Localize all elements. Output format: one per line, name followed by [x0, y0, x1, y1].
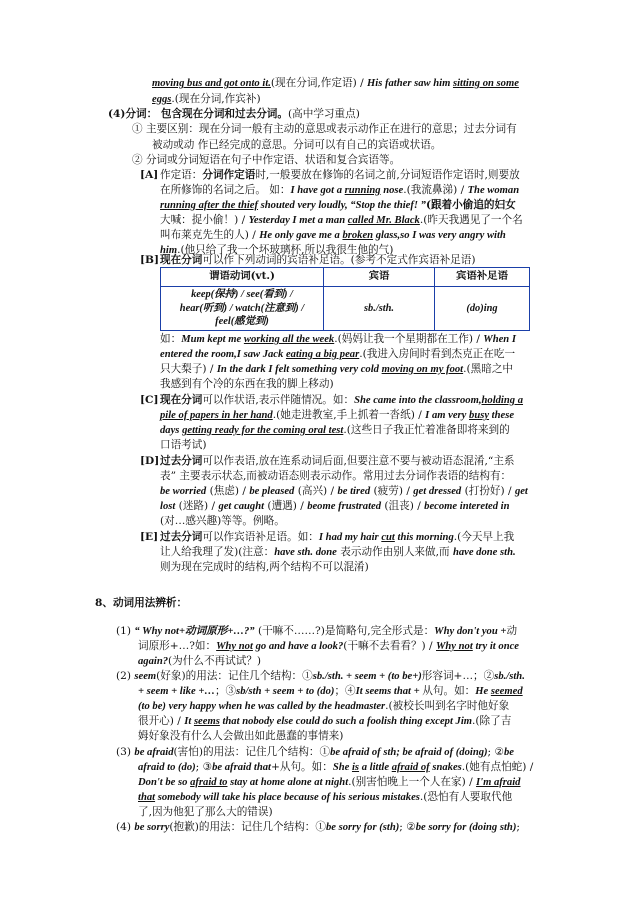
usage-2-line-5: 姆好象没有什么人会做出如此愚蠢的事情来) [138, 730, 344, 742]
item-a-line-5: 叫布莱克先生的人) / He only gave me a broken glass,so I was very angry with [160, 229, 506, 241]
top-example-line-2: eggs.(现在分词,作宾补) [152, 93, 261, 105]
usage-3-line-3: Don't be so afraid to stay at home alone at night.(别害怕晚上一个人在家) / I'm afraid [138, 776, 521, 788]
section-8-heading: 8、动词用法辨析： [95, 597, 188, 609]
usage-3-line-2: afraid to (do); ③be afraid that+从句。如：She is a little afraid of snakes.(她有点怕蛇) / [138, 761, 534, 773]
table-cell-verbs: keep(保持) / see(看到) / hear(听到) / watch(注意到) / feel(感觉到) [161, 287, 324, 331]
section-4-point-2: ② 分词或分词短语在句子中作定语、状语和复合宾语等。 [132, 154, 401, 166]
usage-3-line-5: 了,因为他犯了那么大的错误) [138, 806, 273, 818]
item-b-example-1: 如：Mum kept me working all the week.(妈妈让我一个星期都在工作) / When I [160, 333, 516, 345]
usage-3-line-4: that somebody will take his place because of his serious mistakes.(恐怕有人要取代他 [138, 791, 513, 803]
item-b-example-2: entered the room,I saw Jack eating a big pear.(我进入房间时看到杰克正在吃一 [160, 348, 516, 360]
table-header-cell: 宾语补足语 [435, 268, 530, 287]
item-d-line-1: [D]过去分词可以作表语,放在连系动词后面,但要注意不要与被动语态混淆,“主系 [140, 455, 515, 467]
item-d-line-5: (对…感兴趣)等等。例略。 [160, 515, 285, 527]
usage-1-line-3: again?(为什么不再试试？) [138, 655, 262, 667]
usage-1-line-2: 词原形+…?如：Why not go and have a look?(干嘛不去看看？) / Why not try it once [138, 640, 519, 652]
item-c-label: [C] [140, 394, 159, 406]
item-c-line-3: days getting ready for the coming oral test.(这些日子我正忙着准备即将来到的 [160, 424, 510, 436]
top-example-line-1: moving bus and got onto it.(现在分词,作定语) / His father saw him sitting on some [152, 77, 519, 89]
item-c-line-4: 口语考试) [160, 439, 207, 451]
usage-2-line-1: (2) seem(好象)的用法：记住几个结构：①sb./sth. + seem + (to be+)形容词+…；②sb./sth. [116, 670, 525, 682]
usage-3-line-1: (3) be afraid(害怕)的用法：记住几个结构：①be afraid of sth; be afraid of (doing); ②be [116, 746, 514, 758]
table-header-row [161, 268, 530, 287]
section-4-heading: (4)分词： 包含现在分词和过去分词。(高中学习重点) [108, 108, 360, 120]
item-d-line-4: lost (迷路) / get caught (遭遇) / beome frustrated (沮丧) / become intereted in [160, 500, 510, 512]
table-cell-object: sb./sth. [324, 287, 435, 331]
usage-2-label: (2) [116, 670, 132, 682]
item-a-line-4: 大喊：捉小偷！) / Yesterday I met a man called Mr. Black.(昨天我遇见了一个名 [160, 214, 523, 226]
item-e-line-2: 让人给我理了发)(注意：have sth. done 表示动作由别人来做,而 have done sth. [160, 546, 516, 558]
item-d-line-2: 表” 主要表示状态,而被动语态则表示动作。常用过去分词作表语的结构有： [160, 470, 512, 482]
item-a-line-2: 在所修饰的名词之后。 如：I have got a running nose.(我流鼻涕) / The woman [160, 184, 520, 196]
section-4-point-1-line-1: ① 主要区别：现在分词一般有主动的意思或表示动作正在进行的意思；过去分词有 [132, 123, 517, 135]
usage-2-line-2: + seem + like +…；③sb/sth + seem + to (do)；④It seems that + 从句。如：He seemed [138, 685, 523, 697]
table-row [161, 287, 530, 331]
usage-1-line-1: (1) “ Why not+动词原形+…?” (干嘛不……?)是简略句,完全形式是：Why don't you +动 [116, 625, 518, 637]
usage-1-label: (1) [116, 625, 132, 637]
usage-4-line-1: (4) be sorry(抱歉)的用法：记住几个结构：①be sorry for (sth); ②be sorry for (doing sth); [116, 821, 520, 833]
item-e-line-3: 则为现在完成时的结构,两个结构不可以混淆) [160, 561, 369, 573]
item-e-line-1: [E] 过去分词可以作宾语补足语。如：I had my hair cut this morning.(今天早上我 [140, 531, 515, 543]
item-d-line-3: be worried (焦虑) / be pleased (高兴) / be tired (疲劳) / get dressed (打扮好) / get [160, 485, 528, 497]
verb-complement-table [160, 267, 530, 331]
table-header-cell: 谓语动词(vt.) [161, 268, 324, 287]
table-header-cell: 宾语 [324, 268, 435, 287]
item-b-example-3: 只大梨子) / In the dark I felt something very cold moving on my foot.(黑暗之中 [160, 363, 514, 375]
item-a-line-1: [A] 作定语：分词作定语时,一般要放在修饰的名词之前,分词短语作定语时,则要放 [140, 169, 520, 181]
item-b-line-1: [B]现在分词可以作下列动词的宾语补足语。(参考不定式作宾语补足语) [140, 254, 476, 266]
item-a-line-6: him.(他只给了我一个坏玻璃杯,所以我很生他的气) [160, 244, 394, 256]
item-d-label: [D] [140, 455, 160, 467]
item-b-example-4: 我感到有个冷的东西在我的脚上移动) [160, 378, 334, 390]
item-c-line-2: pile of papers in her hand.(她走进教室,手上抓着一沓纸) / I am very busy these [160, 409, 515, 421]
usage-2-line-4: 很开心) / It seems that nobody else could do such a foolish thing except Jim.(除了吉 [138, 715, 512, 727]
table-cell-complement: (do)ing [435, 287, 530, 331]
usage-2-line-3: (to be) very happy when he was called by the headmaster.(被校长叫到名字时他好象 [138, 700, 510, 712]
section-4-point-1-line-2: 被动或动 作已经完成的意思。分词可以有自己的宾语或状语。 [152, 139, 442, 151]
item-b-label: [B] [140, 254, 159, 266]
usage-4-label: (4) [116, 821, 132, 833]
item-a-label: [A] [140, 169, 159, 181]
item-a-line-3: running after the thief shouted very loudly, “Stop the thief! ”(跟着小偷追的妇女 [160, 199, 516, 211]
item-e-label: [E] [140, 531, 159, 543]
item-c-line-1: [C] 现在分词可以作状语,表示伴随情况。如：She came into the classroom,holding a [140, 394, 524, 406]
usage-3-label: (3) [116, 746, 132, 758]
